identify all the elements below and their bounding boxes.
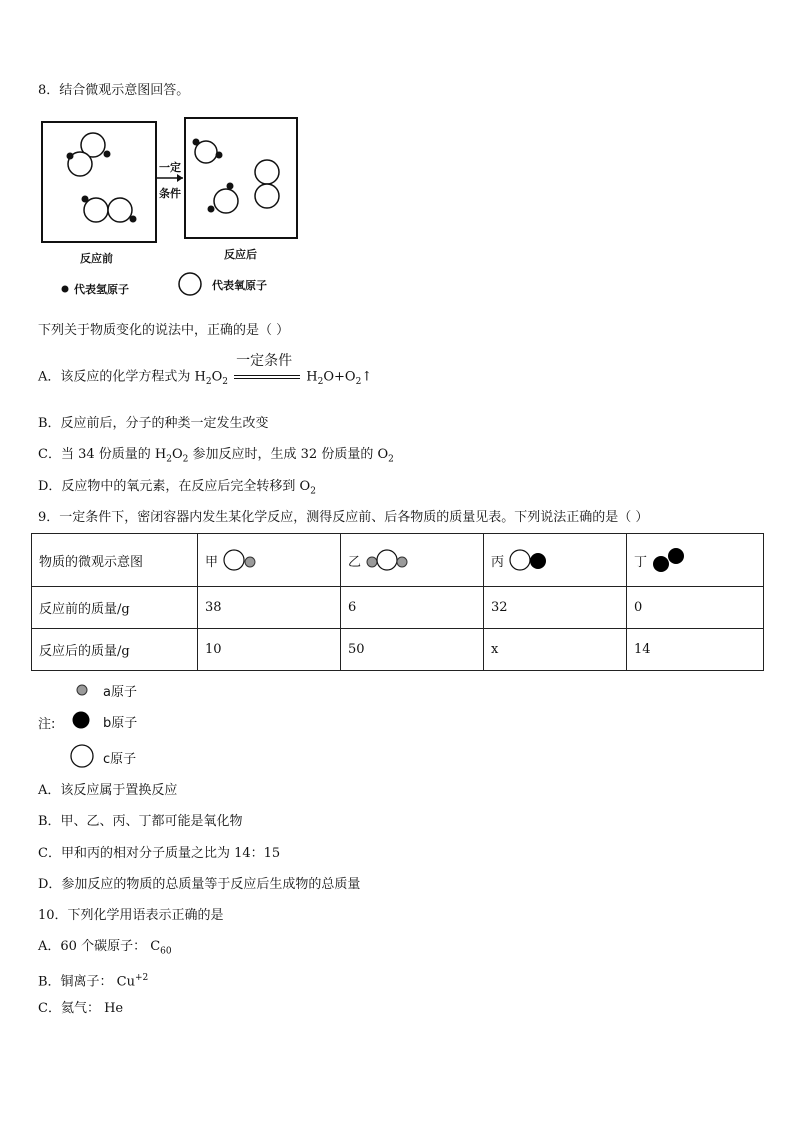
condition-label: 一定条件 <box>236 353 293 369</box>
h2o-molecule-1 <box>193 139 223 164</box>
c-atom-icon <box>69 743 95 769</box>
molecule-jia-icon <box>222 548 258 572</box>
molecule-yi-icon <box>365 548 409 572</box>
condition-arrow <box>234 353 300 386</box>
legend-o-label: 代表氧原子 <box>212 279 267 292</box>
q10-option-c: C．氦气： He <box>38 1001 124 1016</box>
after-label: 反应后 <box>224 248 257 261</box>
h-atom-legend-dot <box>62 286 69 293</box>
after-box <box>185 118 297 238</box>
q8-title: 8．结合微观示意图回答。 <box>38 83 190 98</box>
q9-option-d: D．参加反应的物质的总质量等于反应后生成物的总质量 <box>38 877 361 892</box>
q8-stem: 下列关于物质变化的说法中，正确的是（ ） <box>38 323 290 338</box>
b-atom-icon <box>71 710 91 730</box>
molecule-ding-icon <box>651 546 687 574</box>
q8-option-b: B．反应前后，分子的种类一定发生改变 <box>38 416 269 431</box>
molecule-bing-icon <box>508 548 550 572</box>
substance-jia: 甲 <box>205 554 219 570</box>
legend-h-label: 代表氢原子 <box>74 283 129 296</box>
h2o2-molecule-1 <box>67 133 111 176</box>
substance-yi: 乙 <box>348 554 362 570</box>
q9-option-c: C．甲和丙的相对分子质量之比为 14：15 <box>38 846 281 861</box>
note-prefix: 注: <box>38 717 56 732</box>
header-label: 物质的微观示意图 <box>32 534 198 587</box>
legend-c-label: c原子 <box>103 752 137 767</box>
q9-option-b: B．甲、乙、丙、丁都可能是氧化物 <box>38 814 243 829</box>
q10-title: 10．下列化学用语表示正确的是 <box>38 908 224 923</box>
o-atom-legend-circle <box>179 273 201 295</box>
a-atom-icon <box>75 683 89 697</box>
table-row: 反应后的质量/g 10 50 x 14 <box>32 629 764 671</box>
table-row <box>32 534 764 587</box>
substance-ding: 丁 <box>634 554 648 570</box>
o2-molecule <box>255 160 279 208</box>
q9-title: 9．一定条件下，密闭容器内发生某化学反应，测得反应前、后各物质的质量见表。下列说法正确的是（ ） <box>38 510 649 525</box>
legend-b-label: b原子 <box>103 716 138 731</box>
arrow-label-top: 一定 <box>159 161 181 174</box>
table-row: 反应前的质量/g 38 6 32 0 <box>32 587 764 629</box>
q8-option-a: A．该反应的化学方程式为 $H_2O_2$ 一定条件 $H_2O+O_2↑$ <box>38 353 373 388</box>
q10-option-b: B．铜离子： $Cu^{+2}$ <box>38 973 149 990</box>
mass-table <box>31 533 764 671</box>
h2o-molecule-2 <box>208 183 239 214</box>
q8-option-c: C．当 34 份质量的 $H_2O_2$ 参加反应时，生成 32 份质量的 $O_2$ <box>38 447 394 465</box>
legend-a-label: a原子 <box>103 685 137 700</box>
q8-option-d: D．反应物中的氧元素，在反应后完全转移到 $O_2$ <box>38 479 316 497</box>
before-label: 反应前 <box>80 252 113 265</box>
h2o2-molecule-2 <box>82 196 137 223</box>
arrow-label-bottom: 条件 <box>159 187 181 200</box>
substance-bing: 丙 <box>491 554 505 570</box>
q8-reaction-diagram <box>38 112 308 307</box>
q9-option-a: A．该反应属于置换反应 <box>38 783 178 798</box>
q10-option-a: A．60 个碳原子： $C_{60}$ <box>38 939 172 957</box>
